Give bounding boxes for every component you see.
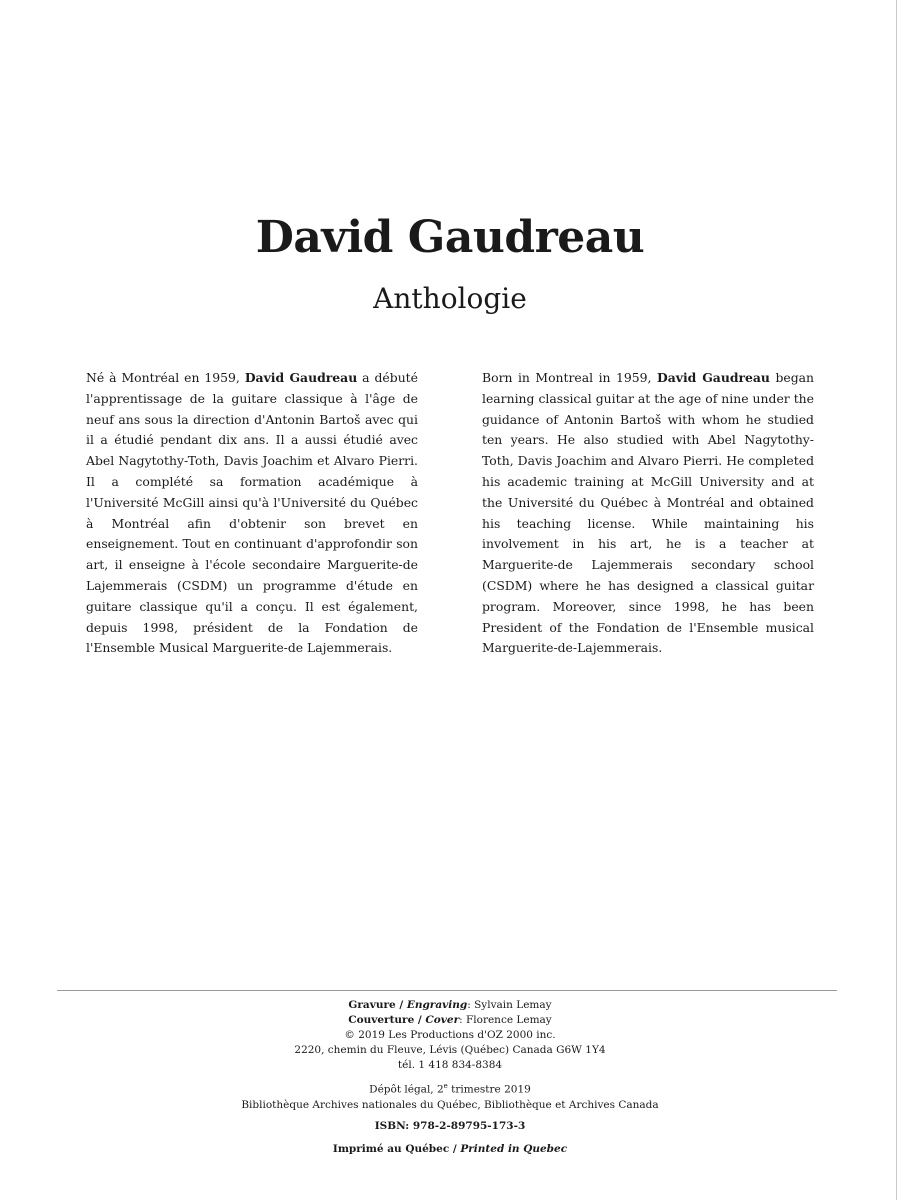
libraries: Bibliothèque Archives nationales du Québec, Bibliothèque et Archives Canada <box>241 1098 659 1111</box>
publisher-phone: tél. 1 418 834-8384 <box>397 1059 503 1071</box>
engraving-label-en: Engraving <box>406 999 468 1011</box>
engraving-value: : Sylvain Lemay <box>467 999 552 1011</box>
publisher-address: 2220, chemin du Fleuve, Lévis (Québec) Canada G6W 1Y4 <box>294 1044 606 1056</box>
biography-french <box>86 368 418 659</box>
bio-en-body: began learning classical guitar at the age of nine under the guidance of Antonin Bartoš with whom he studied ten years. He also studied with Abel Nagytothy-Toth, Davis Joachim and Alvaro Pierri. He completed his academic training at McGill University and at the Université du Québec à Montréal and obtained his teaching license. While maintaining his involvement in his art, he is a teacher at Marguerite-de Lajemmerais secondary school (CSDM) where he has designed a classical guitar program. Moreover, since 1998, he has been President of the Fondation de l'Ensemble musical Marguerite-de-Lajemmerais. <box>482 370 815 656</box>
legal-deposit-sup: e <box>443 1082 448 1090</box>
legal-deposit <box>0 1079 900 1098</box>
isbn-text: ISBN: 978-2-89795-173-3 <box>374 1119 526 1132</box>
legal-deposit-pre: Dépôt légal, 2 <box>369 1083 444 1096</box>
cover-label: Couverture / <box>348 1014 426 1026</box>
engraving-credit <box>0 998 900 1013</box>
page-title: David Gaudreau <box>255 212 645 263</box>
printed-fr: Imprimé au Québec / <box>332 1142 461 1155</box>
biography-english <box>482 368 814 659</box>
bio-fr-body: a débuté l'apprentissage de la guitare classique à l'âge de neuf ans sous la direction d'Antonin Bartoš avec qui il a étudié pendant dix ans. Il a aussi étudié avec Abel Nagytothy-Toth, Davis Joachim et Alvaro Pierri. Il a complété sa formation académique à l'Université McGill ainsi qu'à l'Université du Québec à Montréal afin d'obtenir son brevet en enseignement. Tout en continuant d'approfondir son art, il enseigne à l'école secondaire Marguerite-de Lajemmerais (CSDM) un programme d'étude en guitare classique qu'il a conçu. Il est également, depuis 1998, président de la Fondation de l'Ensemble Musical Marguerite-de Lajemmerais. <box>86 370 418 656</box>
colophon-divider <box>57 990 837 991</box>
printed-en: Printed in Quebec <box>460 1142 568 1155</box>
printed-in <box>0 1142 900 1157</box>
bio-en-name: David Gaudreau <box>657 370 770 385</box>
page-subtitle: Anthologie <box>373 282 527 315</box>
bio-fr-name: David Gaudreau <box>244 370 358 385</box>
colophon <box>0 998 900 1157</box>
bio-fr-intro: Né à Montréal en 1959, <box>86 370 245 385</box>
cover-value: : Florence Lemay <box>459 1014 552 1026</box>
cover-credit <box>0 1013 900 1028</box>
legal-deposit-post: trimestre 2019 <box>447 1083 531 1096</box>
isbn <box>0 1119 900 1134</box>
copyright: © 2019 Les Productions d'OZ 2000 inc. <box>344 1029 556 1041</box>
engraving-label: Gravure / <box>348 999 407 1011</box>
cover-label-en: Cover <box>425 1014 460 1026</box>
bio-en-intro: Born in Montreal in 1959, <box>482 370 657 385</box>
